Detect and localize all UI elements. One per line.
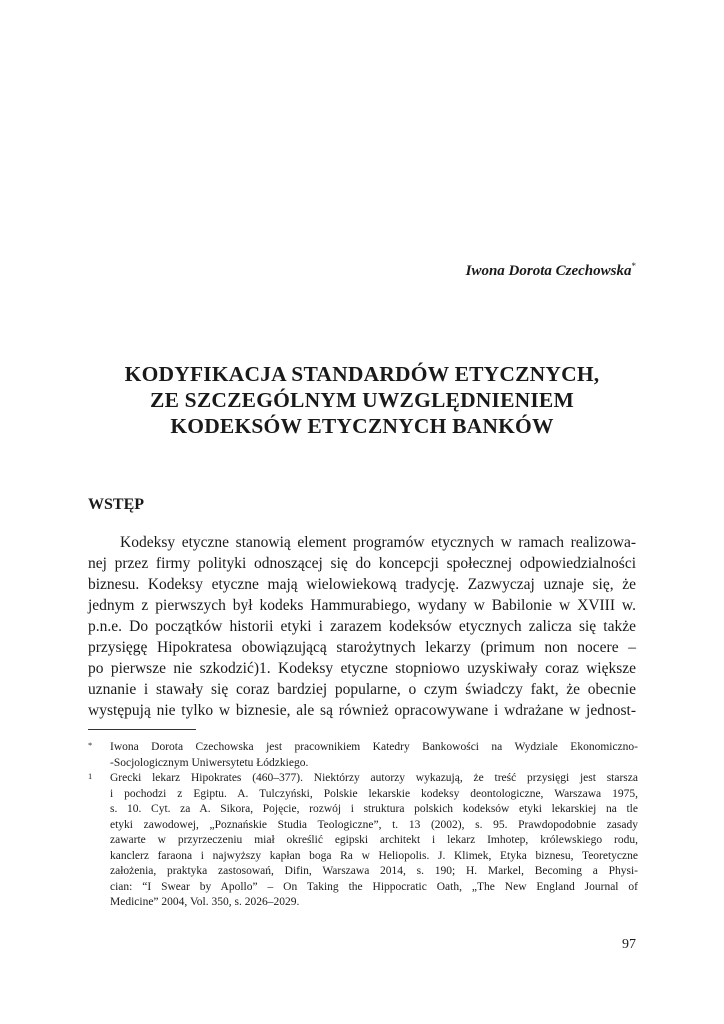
body-line: uznanie i stawały się coraz bardziej popularne, o czym świadczy fakt, że obecnie — [88, 681, 636, 698]
author-name: Iwona Dorota Czechowska* — [465, 261, 636, 279]
title-line: KODEKSÓW ETYCZNYCH BANKÓW — [170, 414, 554, 438]
footnote-line: s. 10. Cyt. za A. Sikora, Pojęcie, rozwój i struktura polskich kodeksów etyki lekarskiej na tle — [110, 803, 638, 815]
footnote-line: Iwona Dorota Czechowska jest pracownikiem Katedry Bankowości na Wydziale Ekonomiczno- — [110, 741, 638, 753]
footnote-line: Medicine” 2004, Vol. 350, s. 2026–2029. — [110, 896, 300, 908]
body-line: p.n.e. Do początków historii etyki i zarazem kodeksów etycznych zalicza się także — [88, 618, 636, 635]
footnote-line: i pochodzi z Egiptu. A. Tulczyński, Polskie lekarskie kodeksy deontologiczne, Warszawa 1975, — [110, 787, 638, 800]
body-line: występują nie tylko w biznesie, ale są również opracowywane i wdrażane w jednost- — [88, 702, 636, 719]
body-line: biznesu. Kodeksy etyczne mają wielowiekową tradycję. Zazwyczaj uznaje się, że — [88, 576, 636, 593]
body-line: jednym z pierwszych był kodeks Hammurabiego, wydany w Babilonie w XVIII w. — [88, 597, 636, 614]
footnotes — [88, 740, 638, 911]
footnote-line: -Socjologicznym Uniwersytetu Łódzkiego. — [110, 756, 309, 769]
footnote-line: zawarte w przyrzeczeniu miał określić egipski architekt i lekarz Imhotep, królewskiego rodu, — [110, 834, 638, 846]
footnote-line: Grecki lekarz Hipokrates (460–377). Niektórzy autorzy wykazują, że treść przysięgi jest starsza — [110, 772, 638, 784]
footnote-line: etyki zawodowej, „Poznańskie Studia Teologiczne”, t. 13 (2002), s. 95. Prawdopodobnie zasady — [110, 818, 638, 831]
footnote-mark: 1 — [88, 771, 93, 781]
footnote-1 — [88, 771, 638, 911]
body-line: po pierwsze nie szkodzić)1. Kodeksy etyczne stopniowo uzyskiwały coraz większe — [88, 660, 636, 677]
footnote-mark: * — [88, 740, 93, 750]
footnote-line: założenia, praktyka zastosowań, Difin, Warszawa 2014, s. 190; H. Markel, Becoming a Physi- — [110, 865, 638, 877]
article-title — [80, 361, 644, 439]
page-number: 97 — [622, 937, 636, 952]
footnote-author — [88, 740, 638, 771]
footnote-line: cian: “I Swear by Apollo” – On Taking the Hippocratic Oath, „The New England Journal of — [110, 880, 638, 893]
body-paragraph — [88, 532, 636, 721]
footnote-separator — [88, 729, 196, 730]
body-line: Kodeksy etyczne stanowią element programów etycznych w ramach realizowa- — [120, 534, 636, 551]
title-line: KODYFIKACJA STANDARDÓW ETYCZNYCH, — [124, 362, 600, 386]
title-line: ZE SZCZEGÓLNYM UWZGLĘDNIENIEM — [150, 388, 574, 412]
body-line: przysięgę Hipokratesa obowiązującą starożytnych lekarzy (primum non nocere – — [88, 639, 636, 656]
author-footnote-mark: * — [631, 261, 636, 271]
body-line: nej przez firmy polityki odnoszącej się do koncepcji społecznej odpowiedzialności — [88, 555, 636, 572]
section-heading: WSTĘP — [88, 496, 145, 513]
footnote-line: kanclerz faraona i najwyższy kapłan boga Ra w Heliopolis. J. Klimek, Etyka biznesu, Teoretyczne — [110, 849, 638, 862]
